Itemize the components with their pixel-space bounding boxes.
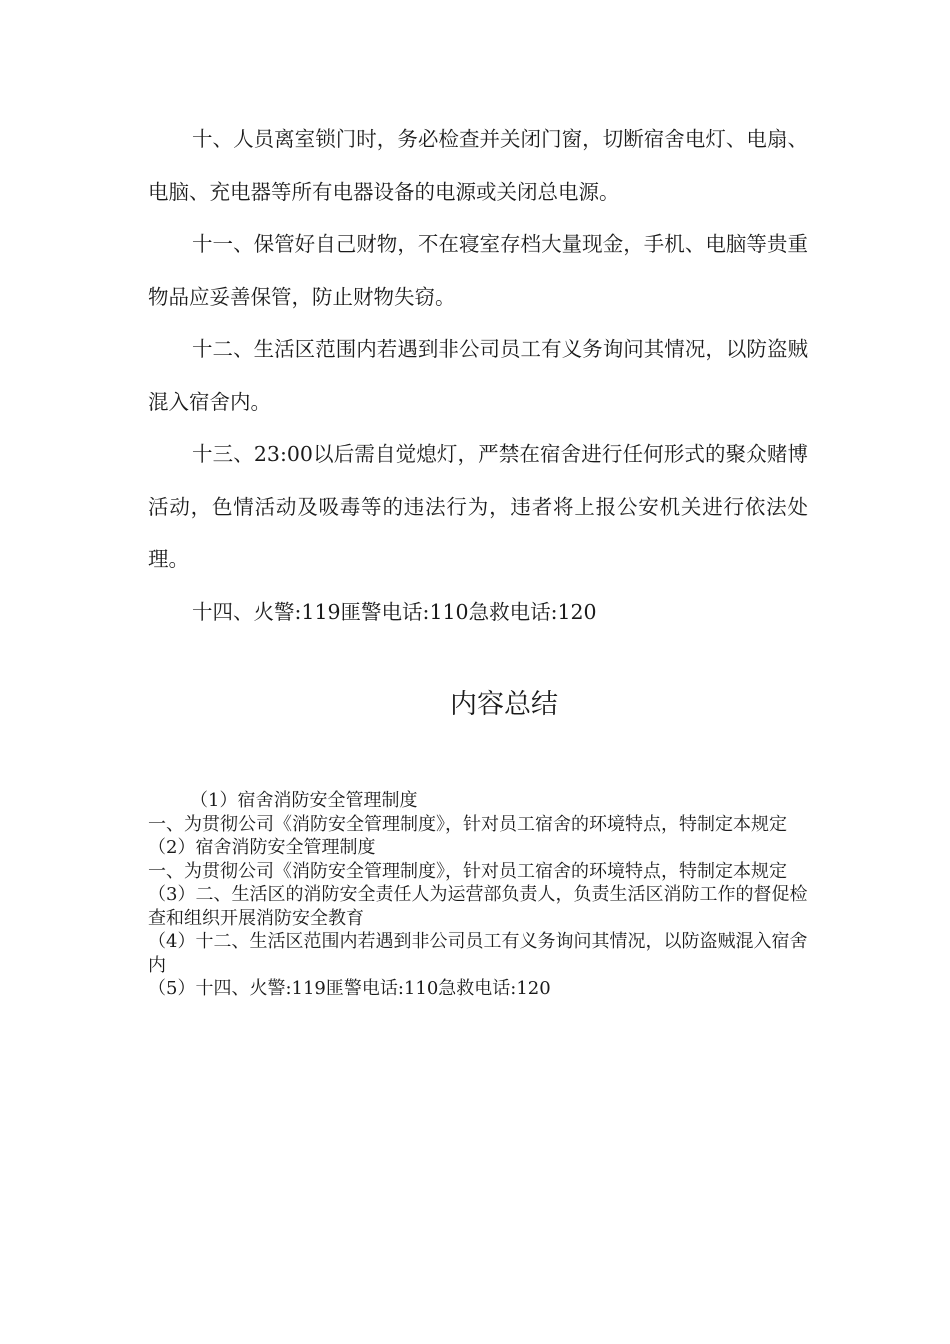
summary-item-4 <box>148 930 808 977</box>
summary-list <box>148 789 808 1001</box>
summary-item-5 <box>148 977 808 1001</box>
rules-text <box>148 113 808 638</box>
summary-item-body: 一、为贯彻公司《消防安全管理制度》，针对员工宿舍的环境特点，特制定本规定 <box>148 813 787 835</box>
rule-paragraph-10: 十、人员离室锁门时，务必检查并关闭门窗，切断宿舍电灯、电扇、电脑、充电器等所有电器设备的电源或关闭总电源。 <box>148 127 808 204</box>
summary-item-1-body <box>148 813 808 837</box>
summary-item-label: （4）十二、生活区范围内若遇到非公司员工有义务询问其情况，以防盗贼混入宿舍内 <box>148 931 808 976</box>
summary-item-label: （3）二、生活区的消防安全责任人为运营部负责人，负责生活区消防工作的督促检查和组织开展消防安全教育 <box>148 884 808 929</box>
summary-item-label: （5）十四、火警:119匪警电话:110急救电话:120 <box>148 978 551 999</box>
summary-item-1 <box>148 789 808 813</box>
summary-item-label: （2）宿舍消防安全管理制度 <box>148 837 376 858</box>
summary-title: 内容总结 <box>450 689 558 720</box>
summary-item-2-body <box>148 860 808 884</box>
summary-item-body: 一、为贯彻公司《消防安全管理制度》，针对员工宿舍的环境特点，特制定本规定 <box>148 860 787 882</box>
summary-item-3 <box>148 883 808 930</box>
rule-paragraph-14: 十四、火警:119匪警电话:110急救电话:120 <box>192 599 597 624</box>
rule-paragraph-11: 十一、保管好自己财物，不在寝室存档大量现金，手机、电脑等贵重物品应妥善保管，防止财物失窃。 <box>148 232 808 309</box>
rule-paragraph-12: 十二、生活区范围内若遇到非公司员工有义务询问其情况，以防盗贼混入宿舍内。 <box>148 337 808 414</box>
summary-item-2 <box>148 836 808 860</box>
rule-paragraph-13: 十三、23:00以后需自觉熄灯，严禁在宿舍进行任何形式的聚众赌博活动，色情活动及吸毒等的违法行为，违者将上报公安机关进行依法处理。 <box>148 442 808 571</box>
summary-item-label: （1）宿舍消防安全管理制度 <box>190 790 418 811</box>
